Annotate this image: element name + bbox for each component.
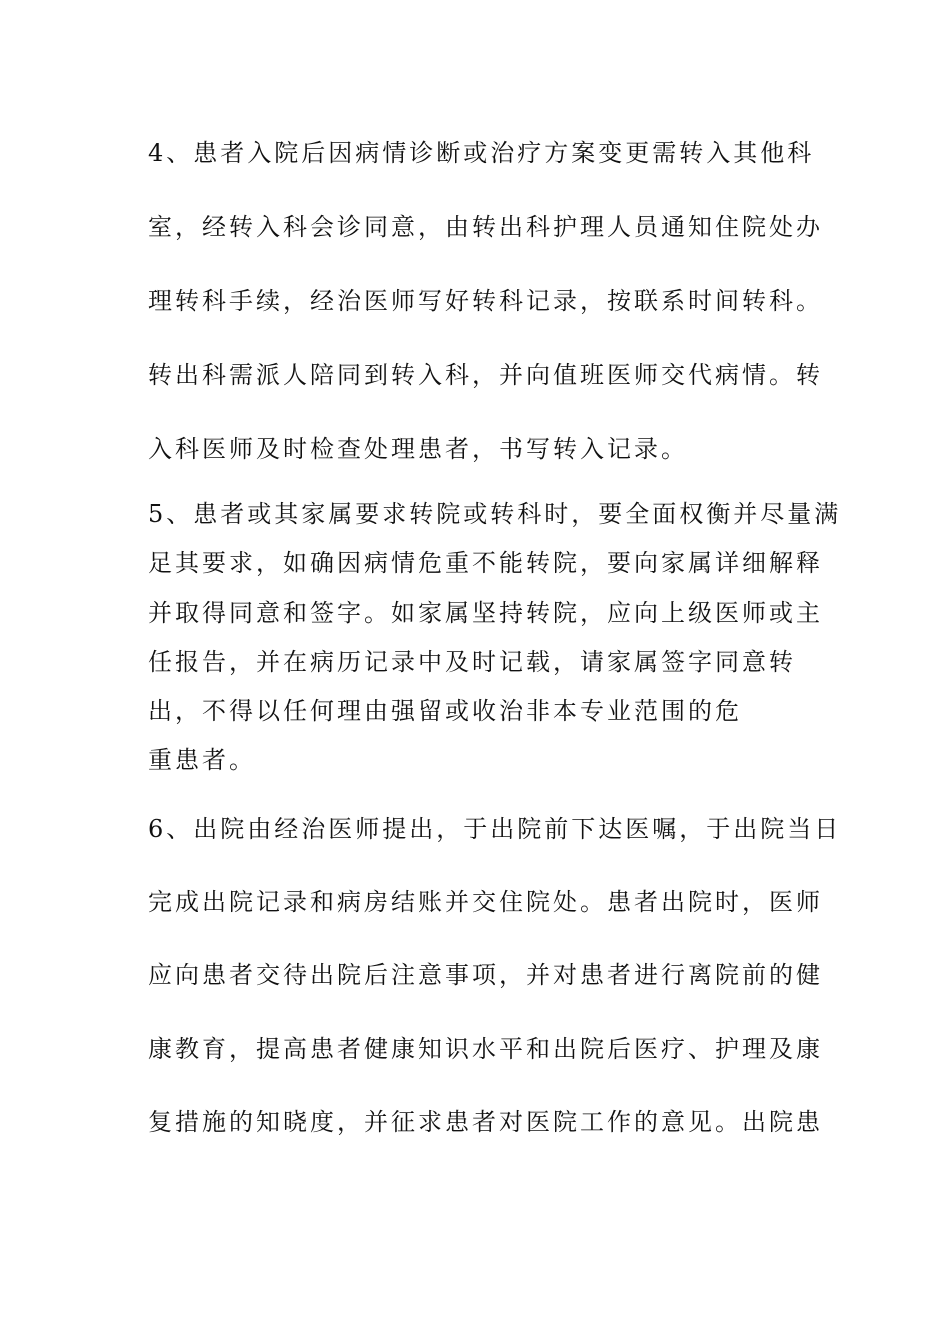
- text-line: 康教育，提高患者健康知识水平和出院后医疗、护理及康: [148, 1035, 823, 1063]
- text-line: 室，经转入科会诊同意，由转出科护理人员通知住院处办: [148, 213, 823, 241]
- text-line: 入科医师及时检查处理患者，书写转入记录。: [148, 435, 688, 463]
- text-line: 重患者。: [148, 746, 256, 774]
- text-line: 复措施的知晓度，并征求患者对医院工作的意见。出院患: [148, 1108, 823, 1136]
- text-line: 应向患者交待出院后注意事项，并对患者进行离院前的健: [148, 961, 823, 989]
- text-line: 出，不得以任何理由强留或收治非本专业范围的危: [148, 697, 742, 725]
- text-line: 转出科需派人陪同到转入科，并向值班医师交代病情。转: [148, 361, 823, 389]
- text-line: 6、出院由经治医师提出，于出院前下达医嘱，于出院当日: [148, 815, 842, 843]
- text-line: 理转科手续，经治医师写好转科记录，按联系时间转科。: [148, 287, 823, 315]
- text-line: 完成出院记录和病房结账并交住院处。患者出院时，医师: [148, 888, 823, 916]
- text-line: 并取得同意和签字。如家属坚持转院，应向上级医师或主: [148, 599, 823, 627]
- text-line: 4、患者入院后因病情诊断或治疗方案变更需转入其他科: [148, 139, 815, 167]
- text-line: 足其要求，如确因病情危重不能转院，要向家属详细解释: [148, 549, 823, 577]
- text-line: 5、患者或其家属要求转院或转科时，要全面权衡并尽量满: [148, 500, 842, 528]
- text-line: 任报告，并在病历记录中及时记载，请家属签字同意转: [148, 648, 796, 676]
